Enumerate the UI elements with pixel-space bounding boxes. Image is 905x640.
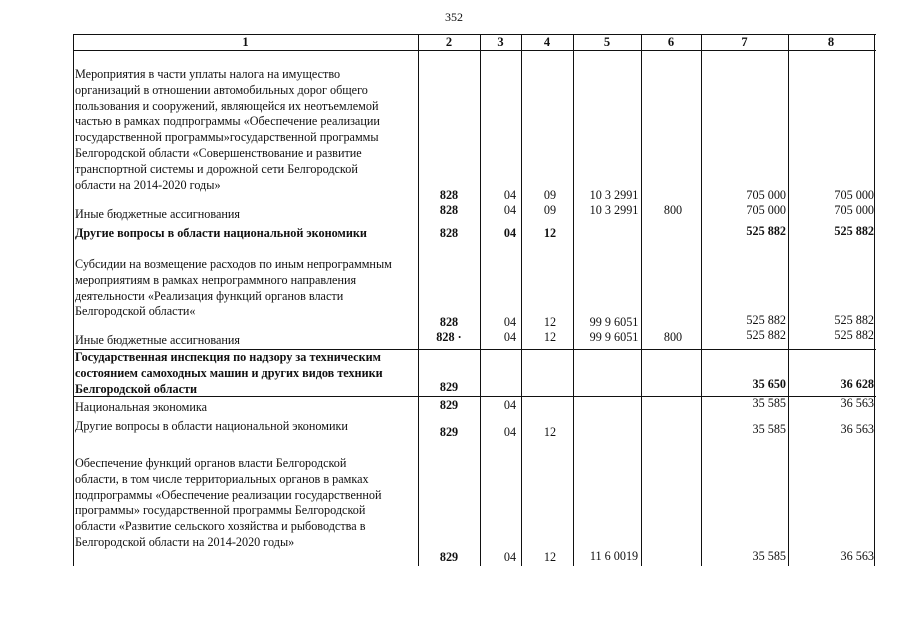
cell-section: 04	[503, 203, 517, 217]
cell-section: 04	[503, 315, 517, 329]
description-line: Мероприятия в части уплаты налога на имущество	[75, 67, 341, 81]
cell-section: 04	[503, 398, 517, 412]
header-col-8: 8	[827, 35, 835, 49]
description-line: подпрограммы «Обеспечение реализации государственной	[75, 487, 382, 502]
description-line: Иные бюджетные ассигнования	[75, 333, 241, 347]
description-line: области «Развитие сельского хозяйства и рыбоводства в	[75, 519, 366, 534]
column-border	[641, 34, 642, 566]
cell-section: 04	[503, 226, 517, 240]
cell-amount-2: 36 563	[840, 396, 874, 410]
description-line: Национальная экономика	[75, 400, 208, 414]
cell-code: 828	[439, 315, 459, 329]
row-description	[75, 226, 420, 242]
header-col-5: 5	[603, 35, 611, 49]
description-line: государственной программы»государственной программы	[75, 130, 379, 145]
cell-code: 829	[439, 380, 459, 394]
column-border	[73, 34, 74, 566]
header-col-7: 7	[741, 35, 748, 49]
cell-code: 828	[439, 188, 459, 202]
cell-type: 800	[663, 330, 683, 344]
description-line: Субсидии на возмещение расходов по иным непрограммным	[75, 257, 392, 271]
row-description	[75, 400, 420, 416]
description-line: области, в том числе территориальных органов в рамках	[75, 471, 369, 486]
cell-section: 04	[503, 425, 517, 439]
cell-amount-1: 35 585	[752, 549, 786, 563]
cell-amount-2: 525 882	[834, 313, 874, 327]
row-description	[75, 350, 420, 397]
cell-code: 829	[439, 398, 459, 412]
cell-amount-2: 525 882	[834, 224, 874, 238]
description-line: Обеспечение функций органов власти Белгородской	[75, 456, 347, 470]
row-description	[75, 67, 420, 193]
cell-amount-2: 525 882	[834, 328, 874, 342]
cell-amount-2: 705 000	[834, 203, 874, 217]
column-border	[701, 34, 702, 566]
column-border	[573, 34, 574, 566]
cell-amount-1: 705 000	[746, 203, 786, 217]
description-line: Другие вопросы в области национальной экономики	[75, 226, 367, 240]
cell-amount-1: 525 882	[746, 224, 786, 238]
row-description	[75, 333, 420, 349]
description-line: программы» государственной программы Белгородской	[75, 503, 366, 518]
cell-amount-1: 525 882	[746, 328, 786, 342]
cell-subsection: 12	[543, 330, 557, 344]
cell-subsection: 12	[543, 315, 557, 329]
description-line: Белгородской области на 2014-2020 годы»	[75, 534, 295, 549]
header-col-4: 4	[543, 35, 551, 49]
description-line: деятельности «Реализация функций органов власти	[75, 288, 344, 303]
row-description	[75, 419, 420, 435]
cell-target: 99 9 6051	[589, 315, 639, 329]
description-line: Белгородской области «Совершенствование и развитие	[75, 145, 362, 160]
description-line: пользования и сооружений, являющейся их неотъемлемой	[75, 98, 379, 113]
cell-target: 11 6 0019	[589, 549, 639, 563]
row-description	[75, 456, 420, 551]
description-line: транспортной системы и дорожной сети Белгородской	[75, 161, 358, 176]
description-line: Государственная инспекция по надзору за техническим	[75, 350, 381, 364]
cell-amount-1: 35 585	[752, 422, 786, 436]
cell-subsection: 12	[543, 226, 557, 240]
description-line: Белгородской области	[75, 381, 197, 396]
header-col-1: 1	[242, 35, 249, 49]
cell-code: 829	[439, 425, 459, 439]
cell-section: 04	[503, 330, 517, 344]
cell-target: 10 3 2991	[589, 203, 639, 217]
cell-amount-1: 35 650	[752, 377, 786, 391]
cell-code: 829	[439, 550, 459, 564]
cell-code: 828 ·	[436, 330, 462, 344]
budget-table	[73, 34, 876, 566]
row-description	[75, 257, 420, 320]
cell-amount-2: 36 563	[840, 549, 874, 563]
cell-amount-1: 35 585	[752, 396, 786, 410]
cell-subsection: 12	[543, 550, 557, 564]
description-line: области на 2014-2020 годы»	[75, 177, 221, 192]
description-line: состоянием самоходных машин и других видов техники	[75, 365, 383, 380]
cell-subsection: 09	[543, 188, 557, 202]
cell-section: 04	[503, 550, 517, 564]
cell-target: 99 9 6051	[589, 330, 639, 344]
column-border	[788, 34, 789, 566]
cell-amount-1: 705 000	[746, 188, 786, 202]
description-line: частью в рамках подпрограммы «Обеспечение реализации	[75, 114, 380, 129]
cell-section: 04	[503, 188, 517, 202]
cell-subsection: 12	[543, 425, 557, 439]
row-border	[73, 50, 876, 51]
cell-target: 10 3 2991	[589, 188, 639, 202]
cell-type: 800	[663, 203, 683, 217]
header-col-3: 3	[497, 35, 504, 49]
cell-code: 828	[439, 226, 459, 240]
cell-amount-2: 36 628	[840, 377, 874, 391]
description-line: Другие вопросы в области национальной экономики	[75, 419, 348, 433]
description-line: организаций в отношении автомобильных дорог общего	[75, 82, 368, 97]
header-col-6: 6	[667, 35, 675, 49]
description-line: Иные бюджетные ассигнования	[75, 207, 241, 221]
cell-amount-2: 36 563	[840, 422, 874, 436]
cell-amount-1: 525 882	[746, 313, 786, 327]
description-line: Белгородской области«	[75, 304, 196, 319]
description-line: мероприятиям в рамках непрограммного направления	[75, 272, 357, 287]
column-border	[480, 34, 481, 566]
column-border	[521, 34, 522, 566]
row-description	[75, 207, 420, 223]
header-col-2: 2	[445, 35, 453, 49]
cell-code: 828	[439, 203, 459, 217]
cell-amount-2: 705 000	[834, 188, 874, 202]
column-border	[874, 34, 875, 566]
cell-subsection: 09	[543, 203, 557, 217]
page-number: 352	[445, 10, 463, 24]
